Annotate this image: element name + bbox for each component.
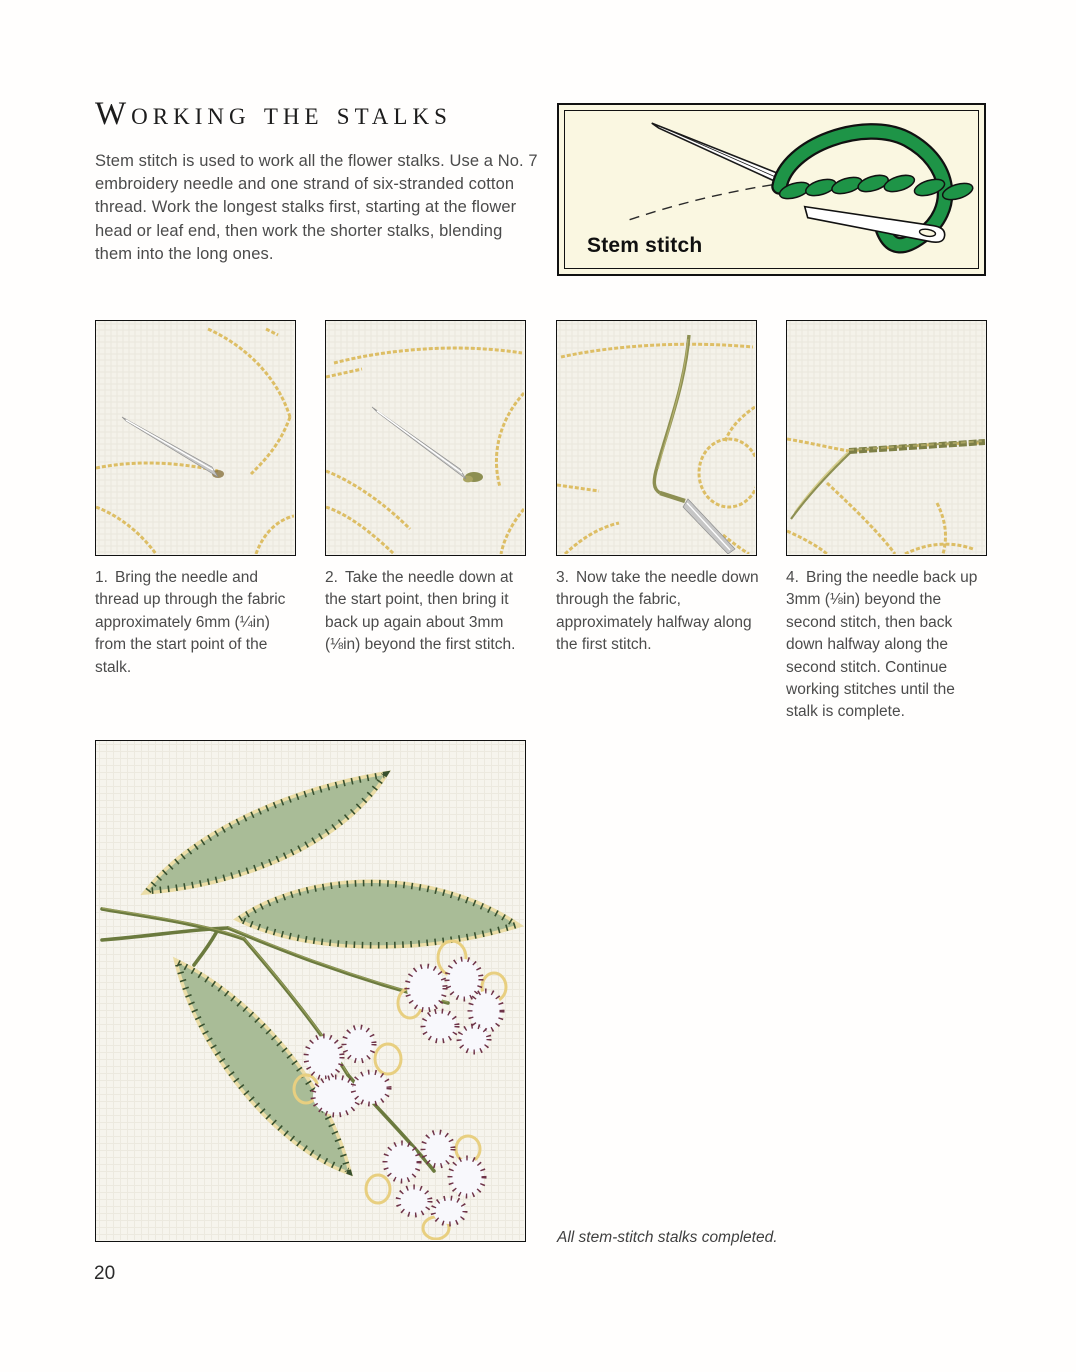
- step-number: 4.: [786, 569, 799, 586]
- step-photo-4: [786, 320, 987, 556]
- step-caption-4: [786, 567, 990, 724]
- step-number: 1.: [95, 569, 108, 586]
- step-text: Bring the needle and thread up through the fabric approximately 6mm (¼in) from the start point of the stalk.: [95, 569, 286, 676]
- step-caption-1: [95, 567, 299, 679]
- step-photo-3: [556, 320, 757, 556]
- step-photo-2: [325, 320, 526, 556]
- step-text: Bring the needle back up 3mm (⅛in) beyond the second stitch, then back down halfway along the second stitch. Continue working stitches until the stalk is complete.: [786, 569, 978, 721]
- step-caption-2: [325, 567, 529, 657]
- intro-paragraph: Stem stitch is used to work all the flower stalks. Use a No. 7 embroidery needle and one strand of six-stranded cotton thread. Work the longest stalks first, starting at the flower head or leaf end, then work the shorter stalks, blending them into the long ones.: [95, 152, 538, 263]
- step-text: Take the needle down at the start point, then bring it back up again about 3mm (⅛in) beyond the first stitch.: [325, 569, 516, 654]
- stem-stitch-diagram: [564, 110, 979, 269]
- stem-stitch-diagram-box: [557, 103, 986, 276]
- page-title: Working the stalks: [95, 96, 452, 132]
- finished-photo-caption: All stem-stitch stalks completed.: [557, 1229, 778, 1246]
- stem-stitch-label: Stem stitch: [587, 234, 703, 257]
- step-number: 3.: [556, 569, 569, 586]
- page-number: 20: [94, 1263, 116, 1284]
- finished-stalks-photo: [95, 740, 526, 1242]
- step-number: 2.: [325, 569, 338, 586]
- step-caption-3: [556, 567, 760, 657]
- step-text: Now take the needle down through the fabric, approximately halfway along the first stitch.: [556, 569, 759, 654]
- step-photo-1: [95, 320, 296, 556]
